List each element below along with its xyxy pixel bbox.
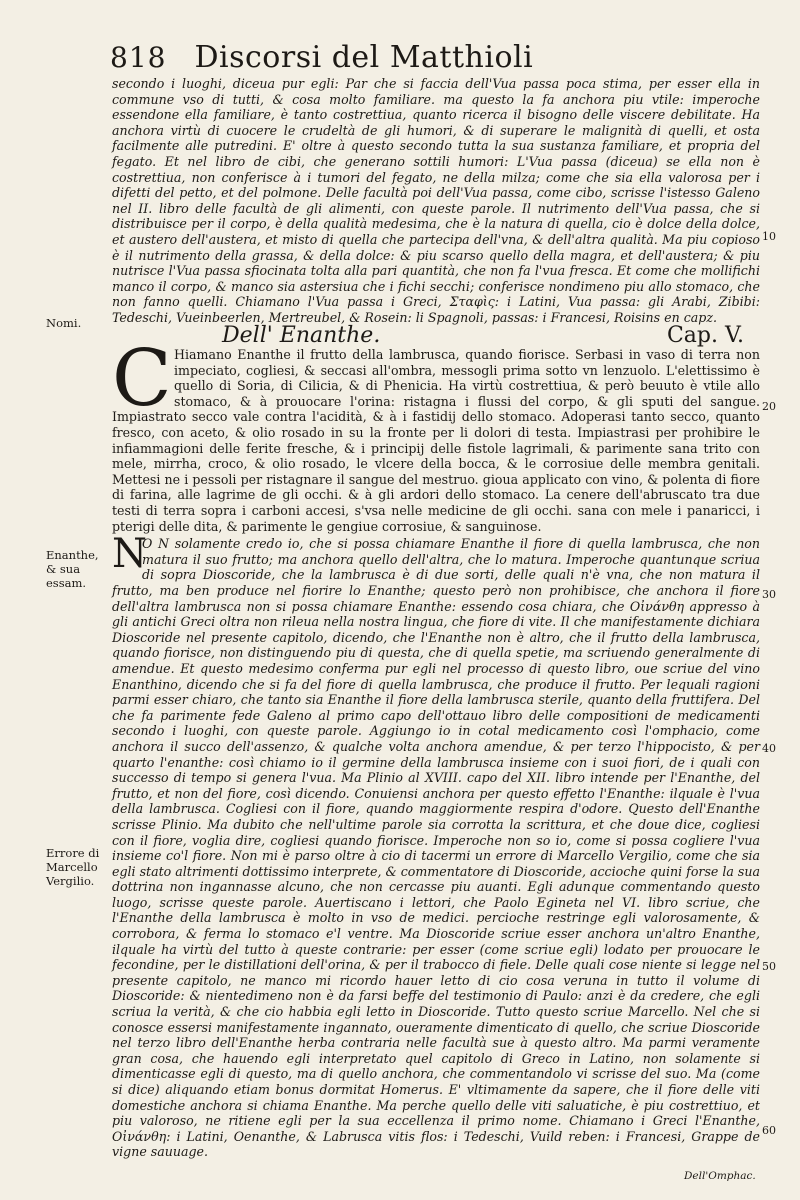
chapter-text: Hiamano Enanthe il frutto della lambrusca, quando fiorisce. Serbasi in vaso di terra non impeciato, cogliesi, & seccasi all'ombra, messogli prima sotto vn lenzuolo. L'elettissimo è quello di Soria, di Cilicia, & di Phenicia. Ha virtù costrettiua, & però beuuto è vtile allo stomaco, & à prouocare l'orina: ristagna i flussi del corpo, & gli sputi del sangue. Impiastrato secco vale contra l'acidità, & à i fastidij dello stomaco. Adoperasi tanto secco, quanto fresco, con aceto, & olio rosado in su la fronte per li dolori di testa. Impiastrasi per prohibire le infiammagioni delle ferite fresche, & i principij delle fistole lagrimali, & parimente sana trito con mele, mirrha, croco, & olio rosado, le vlcere della bocca, & le corrosiue delle membra genitali. Mettesi ne i pessoli per ristagnare il sangue del mestruo. gioua applicato con vino, & polenta di fiore di farina, alle lagrime de gli occhi. & à gli ardori dello stomaco. La cenere dell'abruscato tra due testi di terra sopra i carboni accesi, s'vsa nelle medicine de gli occhi. sana con mele i panaricci, i pterigi delle dita, & parimente le gengiue corrosiue, & sanguinose. (112, 347, 760, 534)
commentary-section (112, 531, 760, 1160)
line-marker: 30 (762, 588, 776, 601)
chapter-title: Dell' Enanthe. (222, 322, 381, 348)
catchword: Dell'Omphac. (684, 1170, 756, 1182)
chapter-number: Cap. V. (666, 322, 744, 348)
chapter-heading (112, 322, 760, 348)
margin-note-nomi: Nomi. (46, 316, 82, 330)
chapter-dropcap: C (112, 334, 172, 425)
margin-note-errore: Errore di Marcello Vergilio. (46, 846, 100, 888)
commentary-dropcap: N (112, 531, 147, 578)
line-marker: 60 (762, 1124, 776, 1137)
commentary-text: O N solamente credo io, che si possa chiamare Enanthe il fiore di quella lambrusca, che non matura il suo frutto; ma anchora quello dell'altra, che lo matura. Imperoche quantunque scriua di sopra Dioscoride, che la lambrusca è di due sorti, delle quali n'è vna, che non matura il frutto, ma ben produce nel fiorire lo Enanthe; questo però non prohibisce, che anchora il fiore dell'altra lambrusca non si possa chiamare Enanthe: essendo cosa chiara, che Οἰνάνθη appresso à gli antichi Greci oltra non rileua nella nostra lingua, che fiore di vite. Il che manifestamente dichiara Dioscoride nel presente capitolo, dicendo, che l'Enanthe non è altro, che il frutto della lambrusca, quando fiorisce, non distinguendo piu di questa, che di quella spetie, ma scriuendo generalmente di amendue. Et questo medesimo conferma pur egli nel processo di questo libro, oue scriue del vino Enanthino, dicendo che si fa del fiore di quella lambrusca, che produce il frutto. Per lequali ragioni parmi esser chiaro, che tanto sia Enanthe il fiore della lambrusca sterile, quanto della fruttifera. Del che fa parimente fede Galeno al primo capo dell'ottauo libro delle compositioni de medicamenti secondo i luoghi, con queste parole. Aggiungo io in cotal medicamento così l'omphacio, come anchora il succo dell'assenzo, & qualche volta anchora amendue, & per terzo l'hippocisto, & per quarto l'enanthe: così chiamo io il germine della lambrusca insieme con i suoi fiori, de i quali con successo di tempo si genera l'vua. Ma Plinio al XVIII. capo del XII. libro intende per l'Enanthe, del frutto, et non del fiore, così dicendo. Conuiensi anchora per questo effetto l'Enanthe: ilquale è l'vua della lambrusca. Cogliesi con il fiore, quando maggiormente respira d'odore. Questo dell'Enanthe scrisse Plinio. Ma dubito che nell'ultime parole sia corrotta la scrittura, et che doue dice, cogliesi con il fiore, voglia dire, cogliesi quando fiorisce. Imperoche non so io, come si possa cogliere l'vua insieme co'l fiore. Non mi è parso oltre à cio di tacermi un errore di Marcello Vergilio, come che sia egli stato altrimenti dottissimo interprete, & commentatore di Dioscoride, accioche quini forse la sua dottrina non ingannasse alcuno, che non cercasse piu auanti. Egli adunque commentando questo luogo, scrisse queste parole. Auertiscano i lettori, che Paolo Egineta nel VI. libro scriue, che l'Enanthe della lambrusca è molto in vso de medici. percioche restringe egli valorosamente, & corrobora, & ferma lo stomaco e'l ventre. Ma Dioscoride scriue esser anchora un'altro Enanthe, ilquale ha virtù del tutto à queste contrarie: per esser (come scriue egli) lodato per prouocare le fecondine, per le distillationi dell'orina, & per il trabocco di fiele. Delle quali cose niente si legge nel presente capitolo, ne manco mi ricordo hauer letto di cio cosa veruna in tutto il volume di Dioscoride: & nientedimeno non è da farsi beffe del testimonio di Paulo: anzi è da credere, che egli scriua la verità, & che cio habbia egli letto in Dioscoride. Tutto questo scriue Marcello. Nel che si conosce essersi manifestamente ingannato, oueramente dimenticato di quello, che scriue Dioscoride nel terzo libro dell'Enanthe herba contraria nelle facultà sue à questo altro. Ma parmi veramente gran cosa, che hauendo egli interpretato quel capitolo di Greco in Latino, non solamente si dimenticasse egli di questo, ma di quello anchora, che commentandolo vi scrisse del suo. Ma (come si dice) aliquando etiam bonus dormitat Homerus. E' vltimamente da sapere, che il fiore delle viti domestiche anchora si chiama Enanthe. Ma perche quello delle viti saluatiche, è piu costrettiuo, et piu valoroso, ne ritiene egli per la sua eccellenza il primo nome. Chiamano i Greci l'Enanthe, Οἰνάνθη: i Latini, Oenanthe, & Labrusca vitis flos: i Tedeschi, Vuild reben: i Francesi, Grappe de vigne sauuage. (112, 536, 760, 1160)
running-head: Discorsi del Matthioli (194, 40, 534, 75)
margin-note-enanthe: Enanthe, & sua essam. (46, 548, 99, 590)
text-body (112, 76, 760, 1160)
line-marker: 10 (762, 230, 776, 243)
line-marker: 40 (762, 742, 776, 755)
top-paragraph: secondo i luoghi, diceua pur egli: Par che si faccia dell'Vua passa poca stima, per esser ella in commune vso di tutti, & cosa molto familiare. ma questo la fa anchora piu vtile: imperoche essendone ella familiare, è tanto costrettiua, quanto ricerca il bisogno delle viscere debilitate. Ha anchora virtù di cuocere le crudeltà de gli humori, & di superare le malignità di quelli, et osta facilmente alle putredini. E' oltre à questo secondo tutta la sua sustanza familiare, et propria del fegato. Et nel libro de cibi, che generano sottili humori: L'Vua passa (diceua) se ella non è costrettiua, non conferisce à i tumori del fegato, ne della milza; come che sia ella valorosa per i difetti del petto, et del polmone. Delle facultà poi dell'Vua passa, come cibo, scrisse l'istesso Galeno nel II. libro delle facultà de gli alimenti, con queste parole. Il nutrimento dell'Vua passa, che si distribuisce per il corpo, è della qualità medesima, che è la natura di quella, cio è dolce della dolce, et austero dell'austera, et misto di quella che partecipa dell'vna, & dell'altra qualità. Ma piu copioso è il nutrimento della grassa, & della dolce: & piu scarso quello della magra, et dell'austera; & piu nutrisce l'Vua passa sfiocinata tolta alla pari quantità, che non fa l'vua fresca. Et come che mollifichi manco il corpo, & manco sia astersiua che i fichi secchi; conferisce nondimeno piu allo stomaco, che non fanno quelli. Chiamano l'Vua passa i Greci, Σταφὶς: i Latini, Vua passa: gli Arabi, Zibibi: Tedeschi, Vueinbeerlen, Mertreubel, & Rosein: li Spagnoli, passas: i Francesi, Roisins en capz. (112, 76, 760, 325)
line-marker: 50 (762, 960, 776, 973)
line-marker: 20 (762, 400, 776, 413)
page-number: 818 (110, 41, 167, 74)
